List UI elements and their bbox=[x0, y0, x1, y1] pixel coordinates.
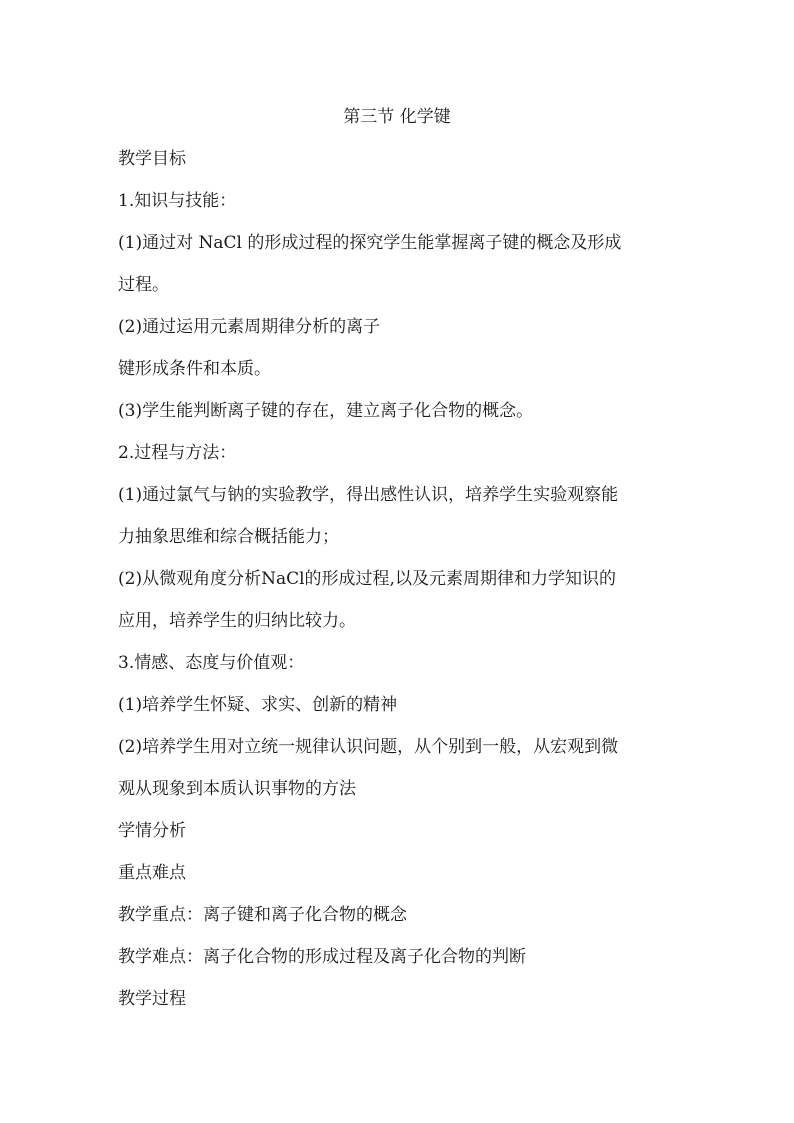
paragraph-line: (2)通过运用元素周期律分析的离子 bbox=[118, 317, 381, 337]
paragraph-line: 观从现象到本质认识事物的方法 bbox=[118, 779, 356, 799]
paragraph-line: (1)通过氯气与钠的实验教学，得出感性认识，培养学生实验观察能 bbox=[118, 485, 619, 505]
section-heading-student-analysis: 学情分析 bbox=[118, 821, 186, 841]
section-heading-teaching-process: 教学过程 bbox=[118, 989, 186, 1009]
subheading-emotion-attitude-values: 3.情感、态度与价值观： bbox=[118, 653, 305, 673]
paragraph-line: (2)培养学生用对立统一规律认识问题，从个别到一般，从宏观到微 bbox=[118, 737, 619, 757]
paragraph-line: (2)从微观角度分析NaCl的形成过程,以及元素周期律和力学知识的 bbox=[118, 569, 616, 589]
subheading-process-methods: 2.过程与方法： bbox=[118, 443, 237, 463]
paragraph-line: (1)通过对 NaCl 的形成过程的探究学生能掌握离子键的概念及形成 bbox=[118, 233, 622, 253]
paragraph-line: (1)培养学生怀疑、求实、创新的精神 bbox=[118, 695, 398, 715]
paragraph-line: 教学重点：离子键和离子化合物的概念 bbox=[118, 905, 407, 925]
paragraph-line: 力抽象思维和综合概括能力； bbox=[118, 527, 339, 547]
section-heading-teaching-goals: 教学目标 bbox=[118, 149, 186, 169]
subheading-knowledge-skills: 1.知识与技能： bbox=[118, 191, 237, 211]
paragraph-line: 过程。 bbox=[118, 275, 169, 295]
paragraph-line: 键形成条件和本质。 bbox=[118, 359, 271, 379]
page-title: 第三节 化学键 bbox=[343, 107, 451, 127]
paragraph-line: (3)学生能判断离子键的存在，建立离子化合物的概念。 bbox=[118, 401, 534, 421]
section-heading-key-difficulties: 重点难点 bbox=[118, 863, 186, 883]
paragraph-line: 应用，培养学生的归纳比较力。 bbox=[118, 611, 356, 631]
paragraph-line: 教学难点：离子化合物的形成过程及离子化合物的判断 bbox=[118, 947, 526, 967]
